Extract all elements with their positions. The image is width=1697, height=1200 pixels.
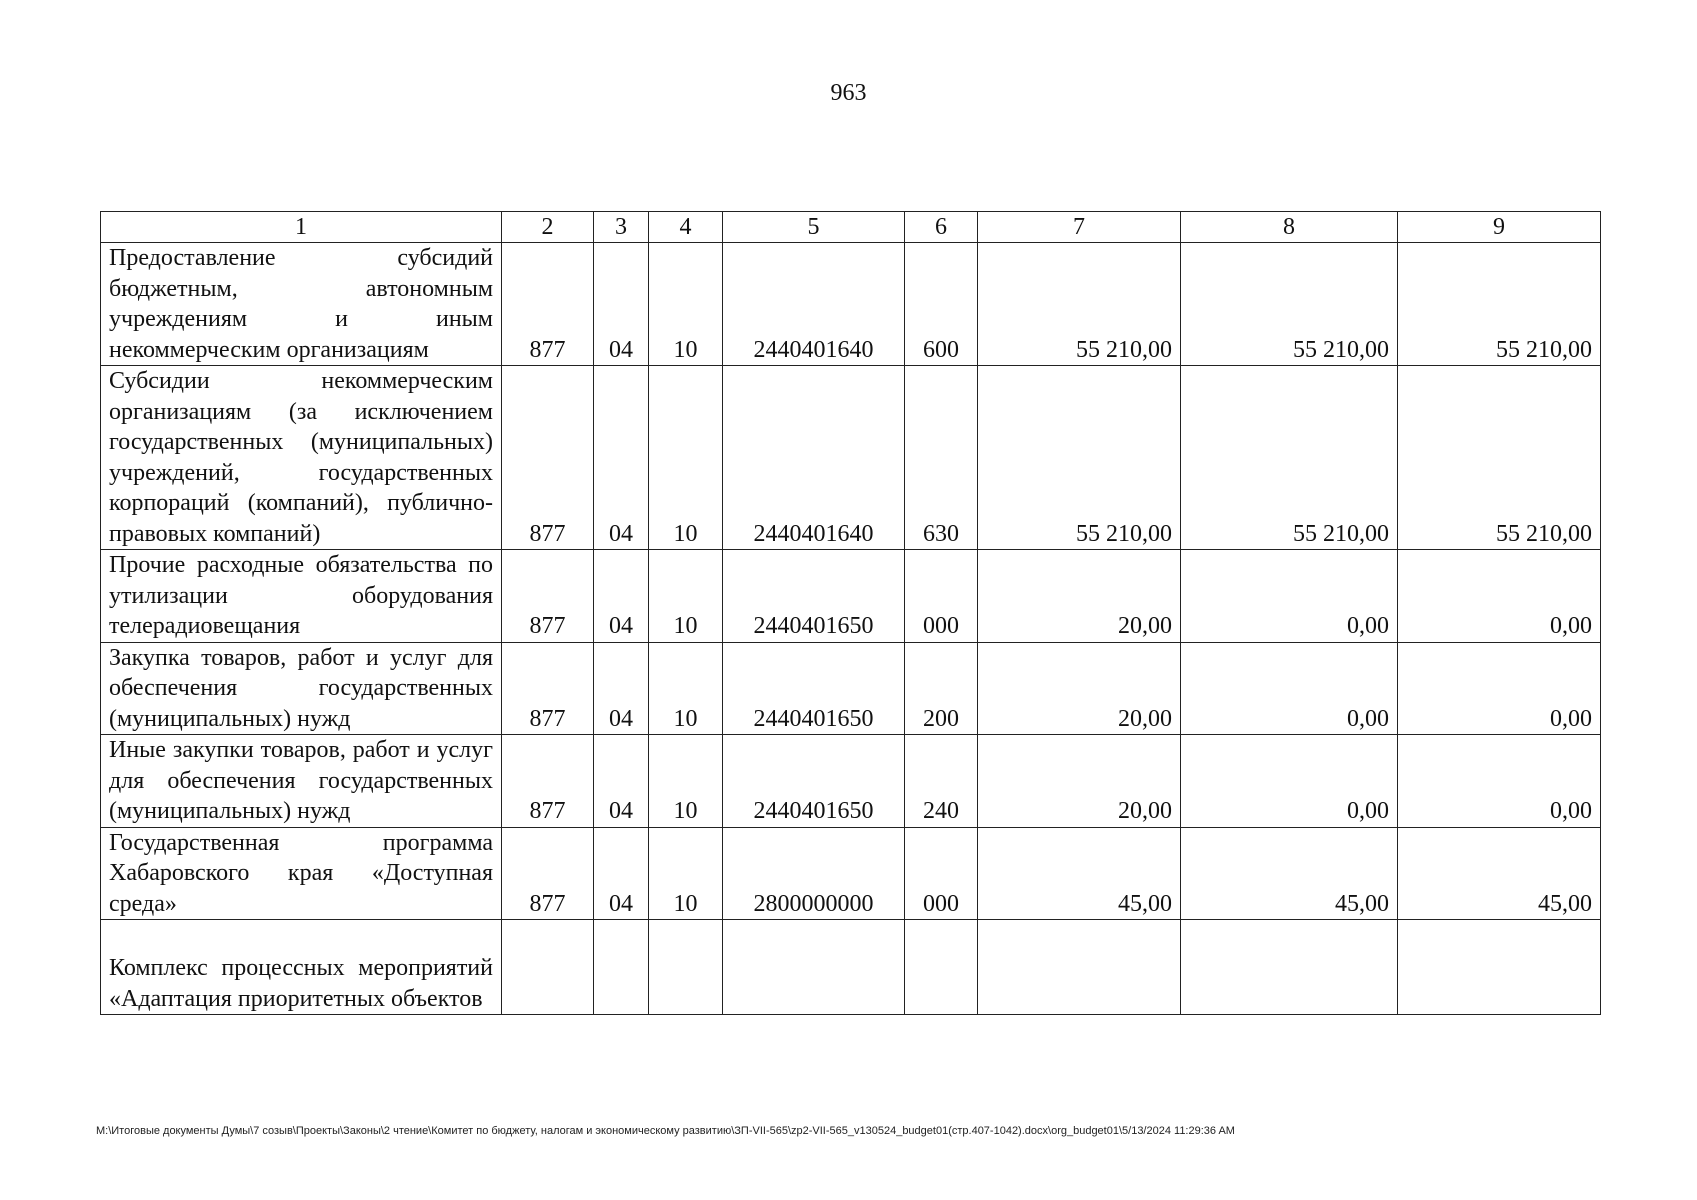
row-description: Комплекс процессных мероприятий «Адаптация приоритетных объектов [101, 920, 502, 1015]
table-body [101, 212, 1601, 1015]
table-row [101, 920, 1601, 1015]
column-header: 8 [1181, 212, 1398, 243]
row-description: Субсидии некоммерческим организациям (за исключением государственных (муниципальных) учреждений, государственных корпораций (компаний), публично-правовых компаний) [101, 366, 502, 550]
table-row [101, 550, 1601, 643]
cell-section-code: 04 [594, 366, 649, 550]
cell-amount-col9 [1398, 920, 1601, 1015]
cell-amount-col7: 55 210,00 [978, 243, 1181, 366]
cell-expense-type: 200 [905, 642, 978, 735]
cell-amount-col8: 45,00 [1181, 827, 1398, 920]
cell-subsection-code: 10 [649, 366, 723, 550]
cell-section-code: 04 [594, 243, 649, 366]
cell-expense-type: 600 [905, 243, 978, 366]
cell-amount-col8: 55 210,00 [1181, 366, 1398, 550]
cell-expense-type: 630 [905, 366, 978, 550]
table-header-row [101, 212, 1601, 243]
cell-ministry-code: 877 [502, 550, 594, 643]
cell-section-code [594, 920, 649, 1015]
cell-expense-type: 000 [905, 827, 978, 920]
table-row [101, 642, 1601, 735]
page-number: 963 [830, 80, 867, 106]
cell-amount-col7: 55 210,00 [978, 366, 1181, 550]
cell-amount-col9: 0,00 [1398, 735, 1601, 828]
cell-amount-col7 [978, 920, 1181, 1015]
column-header: 4 [649, 212, 723, 243]
table-row [101, 366, 1601, 550]
column-header: 1 [101, 212, 502, 243]
cell-expense-type [905, 920, 978, 1015]
cell-target-article: 2440401640 [723, 243, 905, 366]
cell-subsection-code: 10 [649, 243, 723, 366]
table-row [101, 827, 1601, 920]
cell-subsection-code: 10 [649, 642, 723, 735]
cell-subsection-code: 10 [649, 827, 723, 920]
cell-ministry-code: 877 [502, 366, 594, 550]
cell-section-code: 04 [594, 642, 649, 735]
cell-amount-col9: 0,00 [1398, 550, 1601, 643]
cell-target-article [723, 920, 905, 1015]
cell-subsection-code: 10 [649, 735, 723, 828]
cell-subsection-code: 10 [649, 550, 723, 643]
column-header: 3 [594, 212, 649, 243]
cell-ministry-code [502, 920, 594, 1015]
cell-target-article: 2440401650 [723, 642, 905, 735]
row-description: Иные закупки товаров, работ и услуг для обеспечения государственных (муниципальных) нужд [101, 735, 502, 828]
cell-amount-col9: 0,00 [1398, 642, 1601, 735]
cell-amount-col8 [1181, 920, 1398, 1015]
cell-ministry-code: 877 [502, 827, 594, 920]
cell-expense-type: 000 [905, 550, 978, 643]
cell-amount-col7: 45,00 [978, 827, 1181, 920]
row-description: Прочие расходные обязательства по утилизации оборудования телерадиовещания [101, 550, 502, 643]
cell-amount-col9: 45,00 [1398, 827, 1601, 920]
row-description: Государственная программа Хабаровского края «Доступная среда» [101, 827, 502, 920]
cell-ministry-code: 877 [502, 735, 594, 828]
cell-amount-col8: 0,00 [1181, 735, 1398, 828]
row-description: Предоставление субсидий бюджетным, автономным учреждениям и иным некоммерческим организациям [101, 243, 502, 366]
cell-amount-col9: 55 210,00 [1398, 366, 1601, 550]
cell-target-article: 2440401650 [723, 735, 905, 828]
footer-file-path: M:\Итоговые документы Думы\7 созыв\Проекты\Законы\2 чтение\Комитет по бюджету, налогам и экономическому развитию\ЗП-VII-565\zp2-VII-565_v130524_budget01(стр.407-1042).docx\org_budget01\5/13/2024 11:29:36 AM [96, 1125, 1235, 1137]
column-header: 7 [978, 212, 1181, 243]
cell-subsection-code [649, 920, 723, 1015]
cell-amount-col8: 0,00 [1181, 550, 1398, 643]
cell-amount-col8: 0,00 [1181, 642, 1398, 735]
cell-amount-col7: 20,00 [978, 550, 1181, 643]
cell-ministry-code: 877 [502, 642, 594, 735]
cell-target-article: 2440401650 [723, 550, 905, 643]
column-header: 5 [723, 212, 905, 243]
budget-table [100, 211, 1601, 1015]
column-header: 6 [905, 212, 978, 243]
row-description: Закупка товаров, работ и услуг для обеспечения государственных (муниципальных) нужд [101, 642, 502, 735]
cell-ministry-code: 877 [502, 243, 594, 366]
cell-expense-type: 240 [905, 735, 978, 828]
cell-amount-col7: 20,00 [978, 735, 1181, 828]
cell-amount-col9: 55 210,00 [1398, 243, 1601, 366]
column-header: 9 [1398, 212, 1601, 243]
cell-amount-col8: 55 210,00 [1181, 243, 1398, 366]
cell-target-article: 2800000000 [723, 827, 905, 920]
column-header: 2 [502, 212, 594, 243]
table-row [101, 243, 1601, 366]
cell-target-article: 2440401640 [723, 366, 905, 550]
cell-section-code: 04 [594, 735, 649, 828]
cell-amount-col7: 20,00 [978, 642, 1181, 735]
cell-section-code: 04 [594, 550, 649, 643]
cell-section-code: 04 [594, 827, 649, 920]
table-row [101, 735, 1601, 828]
